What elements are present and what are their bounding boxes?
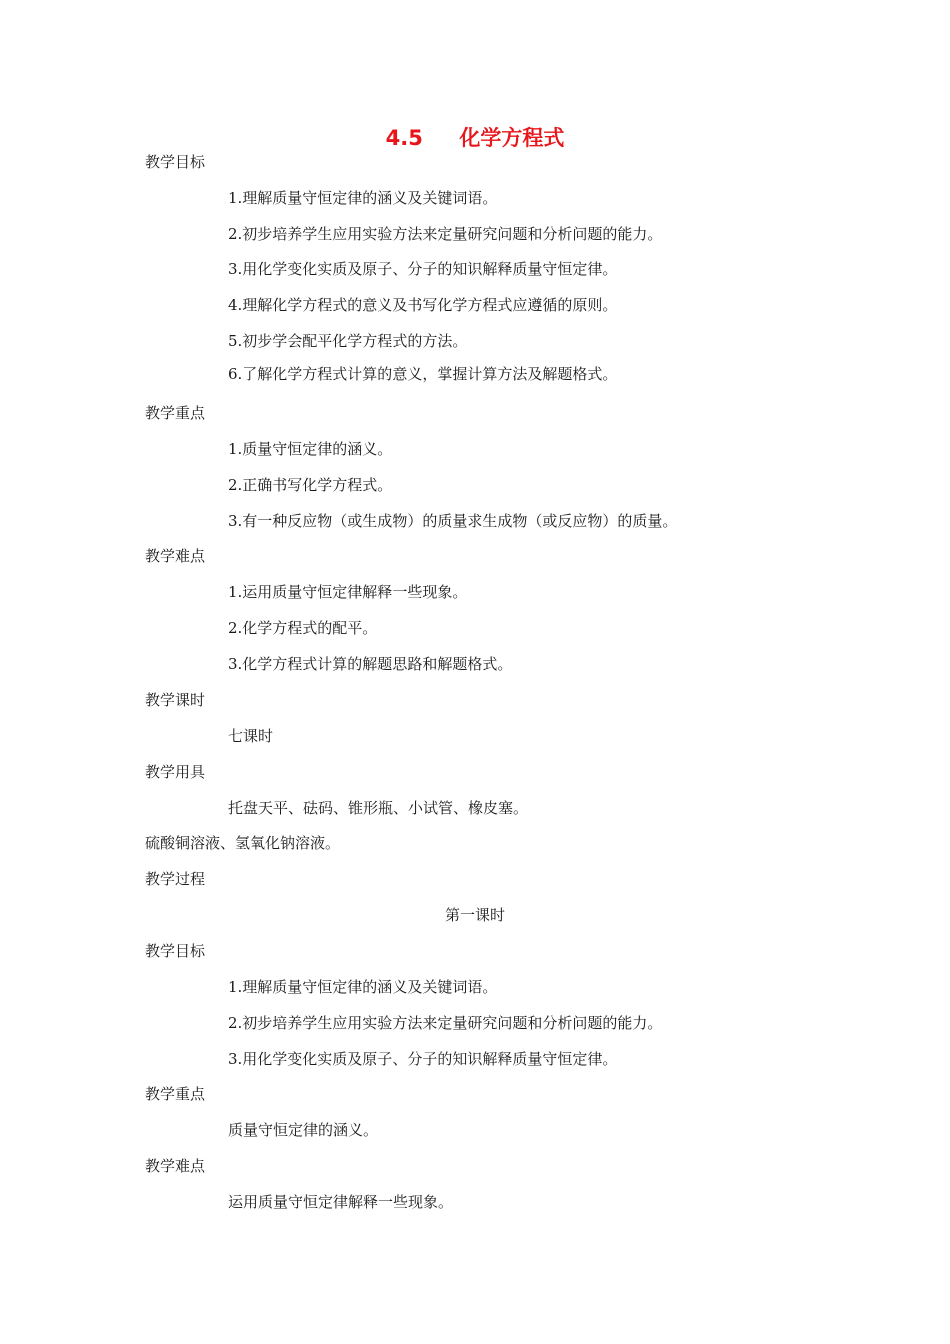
list-item: 托盘天平、砝码、锥形瓶、小试管、橡皮塞。 — [228, 799, 529, 817]
section-heading: 教学重点 — [145, 1085, 206, 1103]
lesson-heading: 第一课时 — [444, 906, 505, 924]
section-heading: 教学目标 — [145, 942, 206, 960]
list-item: 2.正确书写化学方程式。 — [228, 476, 393, 494]
document-title: 4.5 化学方程式 — [385, 126, 565, 150]
list-item: 1.质量守恒定律的涵义。 — [228, 440, 393, 458]
list-item: 质量守恒定律的涵义。 — [228, 1121, 379, 1139]
list-item: 4.理解化学方程式的意义及书写化学方程式应遵循的原则。 — [228, 296, 618, 314]
section-heading: 教学难点 — [145, 1157, 206, 1175]
list-item: 5.初步学会配平化学方程式的方法。 — [228, 332, 468, 350]
list-item: 3.有一种反应物（或生成物）的质量求生成物（或反应物）的质量。 — [228, 512, 678, 530]
list-item: 1.运用质量守恒定律解释一些现象。 — [228, 583, 468, 601]
section-heading: 教学过程 — [145, 870, 206, 888]
list-item: 七课时 — [228, 727, 274, 745]
list-item: 3.用化学变化实质及原子、分子的知识解释质量守恒定律。 — [228, 260, 618, 278]
list-item: 2.初步培养学生应用实验方法来定量研究问题和分析问题的能力。 — [228, 1014, 663, 1032]
list-item: 运用质量守恒定律解释一些现象。 — [228, 1193, 454, 1211]
section-heading: 教学课时 — [145, 691, 206, 709]
list-item: 2.初步培养学生应用实验方法来定量研究问题和分析问题的能力。 — [228, 225, 663, 243]
section-heading: 教学目标 — [145, 153, 206, 171]
section-heading: 教学重点 — [145, 404, 206, 422]
list-item: 3.化学方程式计算的解题思路和解题格式。 — [228, 655, 513, 673]
section-heading: 教学难点 — [145, 547, 206, 565]
list-item: 3.用化学变化实质及原子、分子的知识解释质量守恒定律。 — [228, 1050, 618, 1068]
paragraph-line: 硫酸铜溶液、氢氧化钠溶液。 — [145, 834, 341, 852]
section-heading: 教学用具 — [145, 763, 206, 781]
list-item: 1.理解质量守恒定律的涵义及关键词语。 — [228, 189, 498, 207]
list-item: 1.理解质量守恒定律的涵义及关键词语。 — [228, 978, 498, 996]
list-item: 2.化学方程式的配平。 — [228, 619, 378, 637]
list-item: 6.了解化学方程式计算的意义，掌握计算方法及解题格式。 — [228, 365, 618, 383]
